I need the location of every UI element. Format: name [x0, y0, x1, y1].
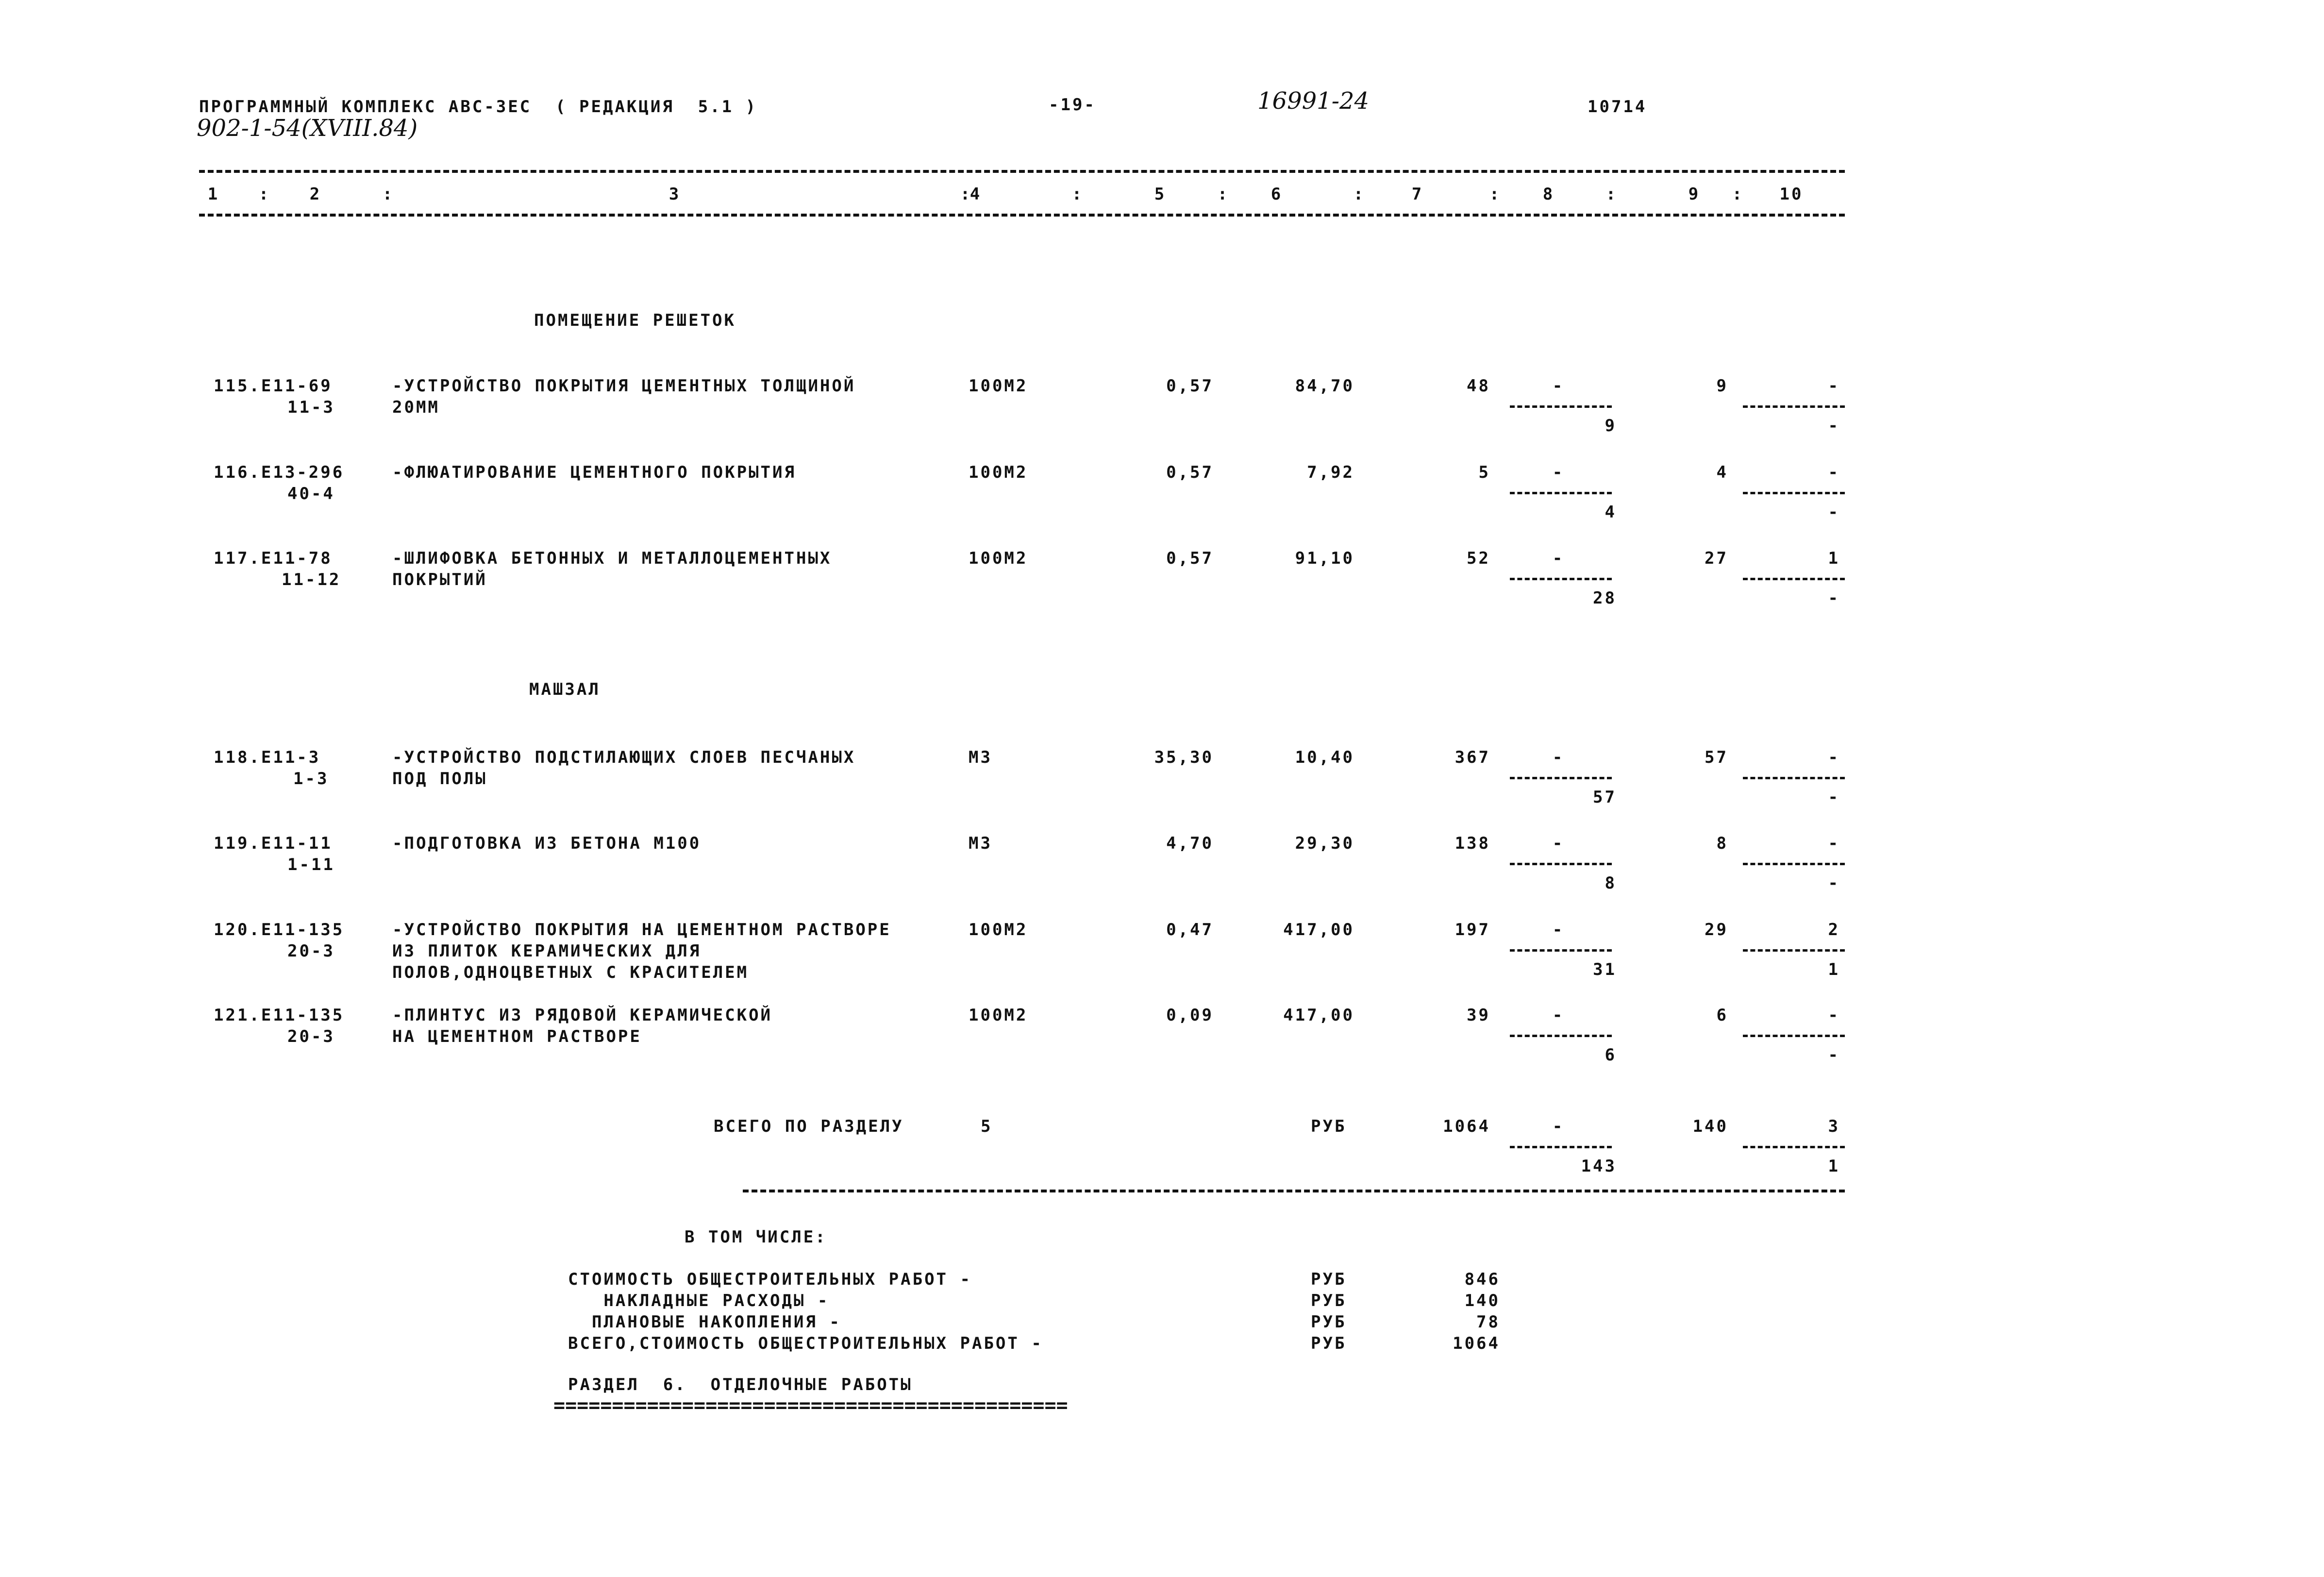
row-col8-top: -	[1552, 920, 1565, 939]
col8-divider	[1510, 492, 1612, 494]
total-number: 5	[981, 1117, 993, 1136]
row-col9: 8	[1716, 834, 1728, 853]
row-price: 91,10	[1295, 549, 1354, 568]
summary-value: 1064	[1453, 1334, 1500, 1353]
row-description: НА ЦЕМЕНТНОМ РАСТВОРЕ	[392, 1027, 642, 1046]
summary-unit: РУБ	[1311, 1291, 1347, 1310]
row-total: 138	[1455, 834, 1490, 853]
row-unit: М3	[969, 748, 992, 767]
section-title: ПОМЕЩЕНИЕ РЕШЕТОК	[534, 311, 736, 330]
handwritten-code: 902-1-54(XVIII.84)	[197, 115, 418, 142]
col8-divider	[1510, 863, 1612, 865]
row-code: 116.Е13-296	[214, 463, 345, 482]
row-code: 117.Е11-78	[214, 549, 333, 568]
total-col10-bottom: 1	[1828, 1157, 1840, 1176]
column-number: 1	[207, 185, 220, 204]
row-total: 39	[1467, 1006, 1490, 1025]
row-code: 118.Е11-3	[214, 748, 321, 767]
col10-divider	[1743, 405, 1845, 408]
summary-heading: В ТОМ ЧИСЛЕ:	[685, 1227, 827, 1247]
row-col10-top: -	[1828, 834, 1840, 853]
row-subcode: 20-3	[287, 1027, 335, 1046]
row-col8-top: -	[1552, 834, 1565, 853]
row-col8-bottom: 6	[1605, 1045, 1617, 1065]
summary-label: НАКЛАДНЫЕ РАСХОДЫ -	[568, 1291, 830, 1310]
total-unit: РУБ	[1311, 1117, 1347, 1136]
row-col8-bottom: 4	[1605, 503, 1617, 522]
column-number: 5	[1154, 185, 1167, 204]
row-description: ПОКРЫТИЙ	[392, 570, 487, 589]
row-col8-bottom: 31	[1593, 960, 1617, 979]
column-number: 6	[1271, 185, 1283, 204]
next-section-underline: ============================================	[553, 1394, 1068, 1417]
page-number: -19-	[1049, 95, 1096, 115]
column-number: 7	[1411, 185, 1424, 204]
row-col8-bottom: 9	[1605, 416, 1617, 436]
row-col9: 57	[1705, 748, 1728, 767]
row-unit: 100М2	[969, 549, 1028, 568]
row-description: -УСТРОЙСТВО ПОДСТИЛАЮЩИХ СЛОЕВ ПЕСЧАНЫХ	[392, 748, 856, 767]
doc-number: 10714	[1588, 97, 1647, 117]
row-price: 84,70	[1295, 376, 1354, 396]
col10-divider	[1743, 492, 1845, 494]
row-col8-top: -	[1552, 748, 1565, 767]
row-col10-bottom: -	[1828, 416, 1840, 436]
col10-divider	[1743, 1035, 1845, 1037]
summary-value: 78	[1476, 1312, 1500, 1332]
col8-divider	[1510, 405, 1612, 408]
summary-label: СТОИМОСТЬ ОБЩЕСТРОИТЕЛЬНЫХ РАБОТ -	[568, 1270, 972, 1289]
header-rule-bottom	[199, 214, 1845, 217]
row-price: 417,00	[1283, 920, 1354, 939]
column-separator: :	[382, 185, 395, 204]
row-subcode: 11-3	[287, 398, 335, 417]
total-rule	[743, 1190, 1845, 1192]
summary-unit: РУБ	[1311, 1334, 1347, 1353]
header-rule-top	[199, 170, 1845, 173]
row-col8-top: -	[1552, 549, 1565, 568]
summary-value: 140	[1464, 1291, 1500, 1310]
row-description: -УСТРОЙСТВО ПОКРЫТИЯ ЦЕМЕНТНЫХ ТОЛЩИНОЙ	[392, 376, 856, 396]
summary-label: ВСЕГО,СТОИМОСТЬ ОБЩЕСТРОИТЕЛЬНЫХ РАБОТ -	[568, 1334, 1043, 1353]
row-col10-top: -	[1828, 463, 1840, 482]
column-number: 10	[1779, 185, 1804, 204]
row-col10-bottom: -	[1828, 588, 1840, 608]
row-quantity: 4,70	[1166, 834, 1214, 853]
row-unit: 100М2	[969, 463, 1028, 482]
col8-divider	[1510, 1035, 1612, 1037]
row-price: 29,30	[1295, 834, 1354, 853]
column-separator: :	[960, 185, 972, 204]
total-col9: 140	[1692, 1117, 1728, 1136]
row-col10-bottom: -	[1828, 1045, 1840, 1065]
row-col10-top: 2	[1828, 920, 1840, 939]
row-code: 120.Е11-135	[214, 920, 345, 939]
column-number: 4	[970, 185, 982, 204]
row-col8-bottom: 57	[1593, 788, 1617, 807]
row-col10-bottom: -	[1828, 503, 1840, 522]
total-col10-divider	[1743, 1146, 1845, 1148]
row-total: 197	[1455, 920, 1490, 939]
row-description: -ШЛИФОВКА БЕТОННЫХ И МЕТАЛЛОЦЕМЕНТНЫХ	[392, 549, 832, 568]
row-col9: 4	[1716, 463, 1728, 482]
total-col8-bottom: 143	[1581, 1157, 1617, 1176]
row-price: 7,92	[1307, 463, 1354, 482]
row-total: 5	[1478, 463, 1490, 482]
row-code: 119.Е11-11	[214, 834, 333, 853]
row-col9: 6	[1716, 1006, 1728, 1025]
row-quantity: 0,57	[1166, 549, 1214, 568]
row-code: 115.Е11-69	[214, 376, 333, 396]
row-col8-top: -	[1552, 463, 1565, 482]
row-description: 20ММ	[392, 398, 440, 417]
total-label: ВСЕГО ПО РАЗДЕЛУ	[714, 1117, 904, 1136]
row-col8-bottom: 8	[1605, 873, 1617, 893]
row-description: ПОД ПОЛЫ	[392, 769, 487, 788]
row-col9: 27	[1705, 549, 1728, 568]
column-separator: :	[1489, 185, 1502, 204]
row-quantity: 0,47	[1166, 920, 1214, 939]
column-separator: :	[1353, 185, 1366, 204]
row-col10-top: -	[1828, 1006, 1840, 1025]
row-description: -УСТРОЙСТВО ПОКРЫТИЯ НА ЦЕМЕНТНОМ РАСТВОРЕ	[392, 920, 891, 939]
row-unit: 100М2	[969, 1006, 1028, 1025]
row-col10-top: -	[1828, 748, 1840, 767]
program-title: ПРОГРАММНЫЙ КОМПЛЕКС АВС-3ЕС ( РЕДАКЦИЯ 5.1 )	[199, 97, 758, 117]
row-unit: М3	[969, 834, 992, 853]
col10-divider	[1743, 777, 1845, 779]
row-col10-top: 1	[1828, 549, 1840, 568]
row-col8-bottom: 28	[1593, 588, 1617, 608]
row-total: 367	[1455, 748, 1490, 767]
row-code: 121.Е11-135	[214, 1006, 345, 1025]
row-col10-bottom: -	[1828, 873, 1840, 893]
column-number: 3	[669, 185, 681, 204]
row-subcode: 1-3	[293, 769, 329, 788]
row-total: 52	[1467, 549, 1490, 568]
summary-unit: РУБ	[1311, 1270, 1347, 1289]
total-col10-top: 3	[1828, 1117, 1840, 1136]
row-col10-top: -	[1828, 376, 1840, 396]
column-separator: :	[1071, 185, 1084, 204]
row-subcode: 20-3	[287, 941, 335, 961]
summary-unit: РУБ	[1311, 1312, 1347, 1332]
row-quantity: 35,30	[1154, 748, 1214, 767]
row-subcode: 11-12	[282, 570, 341, 589]
row-col10-bottom: -	[1828, 788, 1840, 807]
row-quantity: 0,57	[1166, 463, 1214, 482]
row-total: 48	[1467, 376, 1490, 396]
col8-divider	[1510, 777, 1612, 779]
row-unit: 100М2	[969, 376, 1028, 396]
row-description: ИЗ ПЛИТОК КЕРАМИЧЕСКИХ ДЛЯ	[392, 941, 702, 961]
row-col10-bottom: 1	[1828, 960, 1840, 979]
next-section-title: РАЗДЕЛ 6. ОТДЕЛОЧНЫЕ РАБОТЫ	[568, 1375, 913, 1394]
total-col8-divider	[1510, 1146, 1612, 1148]
col8-divider	[1510, 949, 1612, 952]
row-description: -ПОДГОТОВКА ИЗ БЕТОНА М100	[392, 834, 702, 853]
row-col8-top: -	[1552, 376, 1565, 396]
total-sum: 1064	[1443, 1117, 1490, 1136]
row-price: 10,40	[1295, 748, 1354, 767]
column-number: 9	[1688, 185, 1701, 204]
handwritten-doc-number: 16991-24	[1257, 87, 1369, 115]
row-unit: 100М2	[969, 920, 1028, 939]
row-description: -ФЛЮАТИРОВАНИЕ ЦЕМЕНТНОГО ПОКРЫТИЯ	[392, 463, 796, 482]
col10-divider	[1743, 578, 1845, 580]
column-separator: :	[1732, 185, 1744, 204]
total-col8-top: -	[1552, 1117, 1565, 1136]
row-subcode: 40-4	[287, 484, 335, 503]
summary-label: ПЛАНОВЫЕ НАКОПЛЕНИЯ -	[568, 1312, 841, 1332]
col10-divider	[1743, 863, 1845, 865]
column-number: 2	[309, 185, 322, 204]
section-title: МАШЗАЛ	[529, 680, 601, 699]
column-separator: :	[258, 185, 271, 204]
col8-divider	[1510, 578, 1612, 580]
column-separator: :	[1605, 185, 1618, 204]
row-price: 417,00	[1283, 1006, 1354, 1025]
row-col9: 9	[1716, 376, 1728, 396]
summary-value: 846	[1464, 1270, 1500, 1289]
row-quantity: 0,09	[1166, 1006, 1214, 1025]
row-quantity: 0,57	[1166, 376, 1214, 396]
row-subcode: 1-11	[287, 855, 335, 874]
row-description: -ПЛИНТУС ИЗ РЯДОВОЙ КЕРАМИЧЕСКОЙ	[392, 1006, 773, 1025]
column-number: 8	[1542, 185, 1555, 204]
row-col9: 29	[1705, 920, 1728, 939]
column-separator: :	[1217, 185, 1230, 204]
row-col8-top: -	[1552, 1006, 1565, 1025]
row-description: ПОЛОВ,ОДНОЦВЕТНЫХ С КРАСИТЕЛЕМ	[392, 963, 749, 982]
col10-divider	[1743, 949, 1845, 952]
